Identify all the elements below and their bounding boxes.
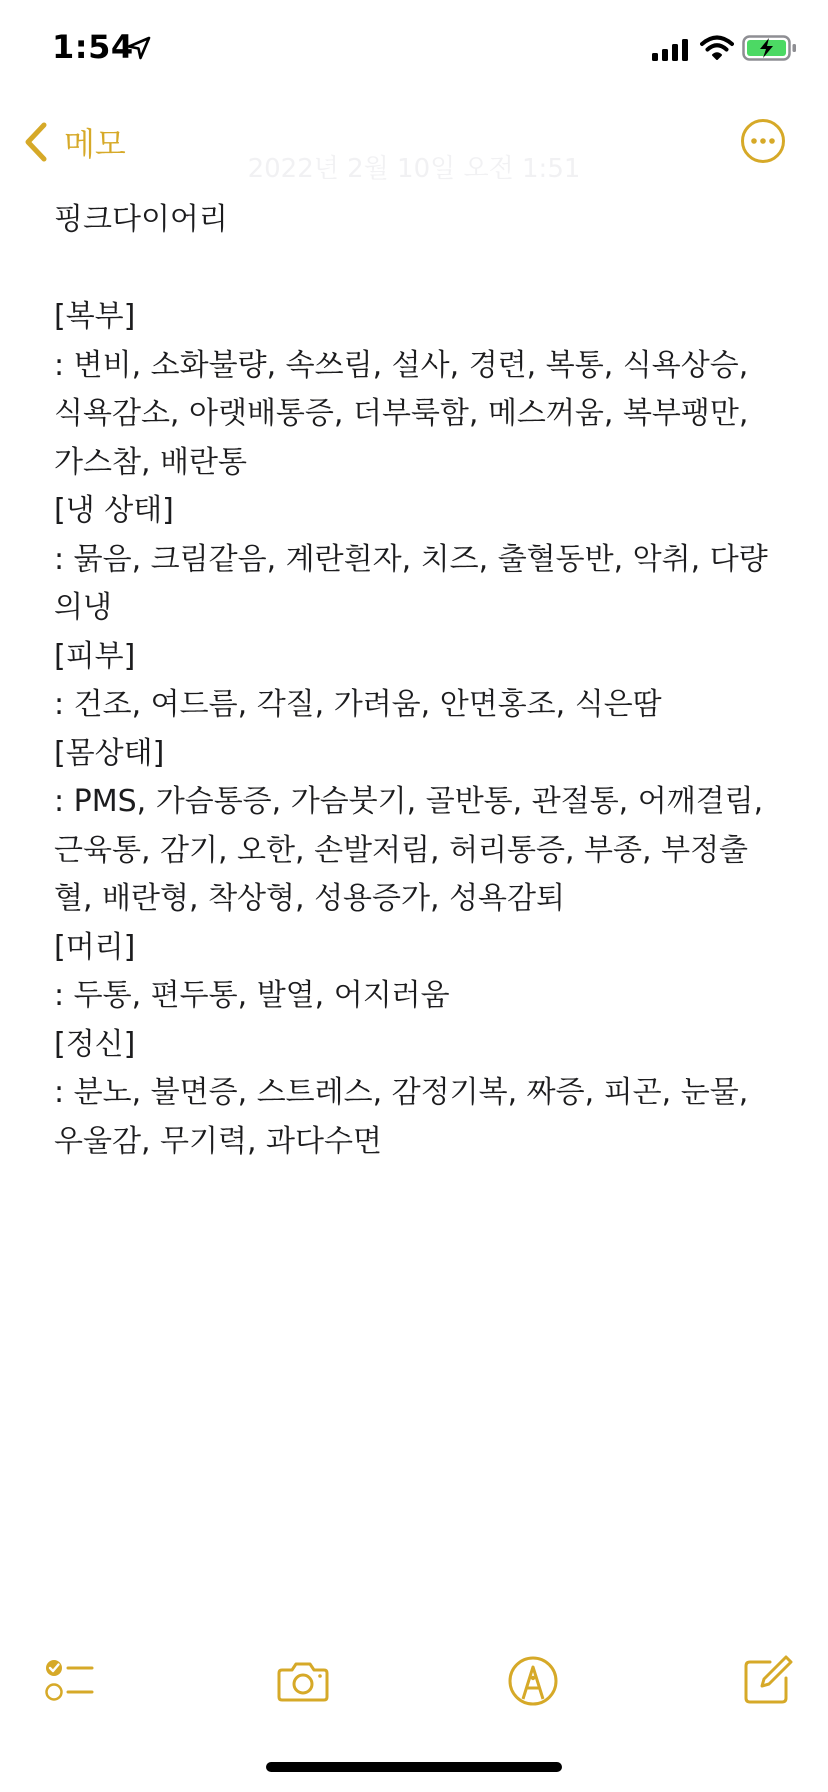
navigation-bar (0, 100, 828, 184)
note-line: : 두통, 편두통, 발열, 어지러움 (54, 978, 450, 1013)
note-line: 혈, 배란형, 착상형, 성용증가, 성욕감퇴 (54, 881, 565, 916)
wifi-icon (700, 34, 734, 62)
status-time: 1:54 (52, 28, 134, 66)
cellular-signal-icon (652, 38, 690, 62)
markup-button[interactable] (506, 1654, 560, 1708)
location-arrow-icon (126, 35, 152, 61)
checklist-icon (40, 1654, 94, 1708)
camera-icon (276, 1654, 330, 1708)
note-line: 우울감, 무기력, 과다수면 (54, 1123, 382, 1159)
note-line: 가스참, 배란통 (54, 444, 247, 480)
ellipsis-circle-icon[interactable] (740, 118, 786, 164)
bottom-toolbar (0, 1648, 828, 1712)
note-line: : 변비, 소화불량, 속쓰림, 설사, 경련, 복통, 식욕상승, (54, 347, 749, 383)
status-bar (0, 0, 828, 100)
note-line: : 묽음, 크림같음, 계란흰자, 치즈, 출혈동반, 악취, 다량 (54, 541, 768, 577)
back-label: 메모 (64, 125, 126, 163)
checklist-button[interactable] (40, 1654, 94, 1708)
camera-button[interactable] (276, 1654, 330, 1708)
compose-button[interactable] (740, 1654, 794, 1708)
note-line: 식욕감소, 아랫배통증, 더부룩함, 메스꺼움, 복부팽만, (54, 396, 749, 431)
note-line: [몸상태] (54, 735, 165, 771)
note-line: 핑크다이어리 (54, 202, 228, 237)
note-line: 의냉 (54, 590, 112, 625)
markup-pen-icon (506, 1654, 560, 1708)
note-line: [피부] (54, 638, 136, 674)
battery-charging-icon (742, 34, 798, 62)
note-line (54, 245, 784, 294)
note-line: [복부] (54, 299, 136, 334)
note-line: [정신] (54, 1026, 136, 1062)
note-line: : PMS, 가슴통증, 가슴붓기, 골반통, 관절통, 어깨결림, (54, 784, 764, 819)
home-indicator (266, 1762, 562, 1772)
note-timestamp: 2022년 2월 10일 오전 1:51 (247, 154, 581, 184)
compose-icon (740, 1654, 794, 1708)
note-body[interactable] (54, 196, 784, 1166)
note-line: 근육통, 감기, 오한, 손발저림, 허리통증, 부종, 부정출 (54, 832, 749, 868)
note-line: [머리] (54, 929, 136, 965)
note-line: : 건조, 여드름, 각질, 가려움, 안면홍조, 식은땀 (54, 687, 662, 722)
note-line: : 분노, 불면증, 스트레스, 감정기복, 짜증, 피곤, 눈물, (54, 1075, 749, 1110)
note-line: [냉 상태] (54, 493, 174, 528)
